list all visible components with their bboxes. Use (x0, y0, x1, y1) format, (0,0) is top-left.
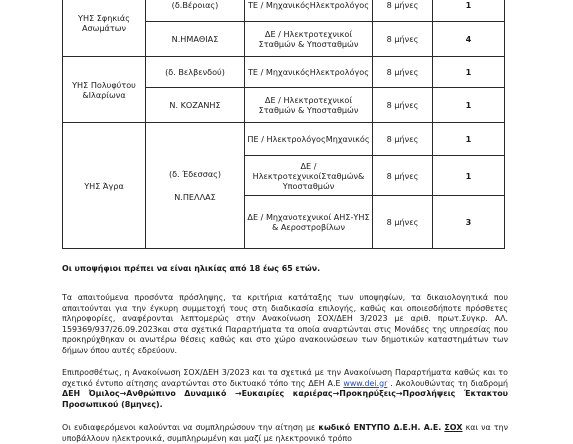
duration-cell: 8 μήνες (373, 123, 433, 156)
count-cell: 3 (433, 196, 505, 249)
count-cell: 4 (433, 22, 505, 57)
specialty-cell: ΔΕ / ΗλεκτροτεχνικοίΣταθμών& Υποσταθμών (245, 156, 373, 196)
specialty-cell: ΤΕ / ΜηχανικόςΗλεκτρολόγος (245, 0, 373, 22)
positions-table (62, 0, 505, 249)
duration-cell: 8 μήνες (373, 0, 433, 22)
qualifications-paragraph: Τα απαιτούμενα προσόντα πρόσληψης, τα κριτήρια κατάταξης των υποψηφίων, τα δικαιολογητικά που απαιτούνται για την έγκυρη συμμετοχή τους στη διαδικασία επιλογής, καθώς και οποιεσδήποτε πρόσθετες πληροφορίες, αναφέρονται λεπτομερώς στην Ανακοίνωση ΣΟΧ/ΔΕΗ 3/2023 με αριθ. πρωτ.Συγκρ. ΑΛ. 159369/937/26.09.2023και στα σχετικά Παραρτήματα τα οποία αναρτώνται στις Μονάδες της υπηρεσίας που προκηρύχθηκαν οι ανωτέρω θέσεις καθώς και στο χώρο ανακοινώσεων των δημοτικών καταστημάτων των δήμων όπου αυτές εδρεύουν. (62, 293, 508, 355)
count-cell: 1 (433, 0, 505, 22)
navigation-path: ΔΕΗ Όμιλος→Ανθρώπινο Δυναμικό →Ευκαιρίες καριέρας→Προκηρύξεις→Προσλήψεις Έκτακτου Προσωπικού (8μηνες). (62, 389, 508, 409)
specialty-cell: ΔΕ / Μηχανοτεχνικοί ΑΗΣ-ΥΗΣ & Αεροστροβίλων (245, 196, 373, 249)
duration-cell: 8 μήνες (373, 156, 433, 196)
form-code: κωδικό ΕΝΤΥΠΟ Δ.Ε.Η. Α.Ε. (318, 423, 442, 432)
area-municipality: (δ.Βέροιας) (146, 0, 245, 22)
specialty-cell: ΠΕ / ΗλεκτρολόγοςΜηχανικός (245, 123, 373, 156)
area-cell (146, 123, 245, 249)
form-code-soh: ΣΟΧ (444, 423, 463, 432)
table-row (63, 123, 505, 156)
specialty-cell: ΔΕ / Ηλεκτροτεχνικοί Σταθμών & Υποσταθμών (245, 88, 373, 123)
duration-cell: 8 μήνες (373, 57, 433, 88)
publication-text-2: . Ακολουθώντας τη διαδρομή (387, 378, 508, 388)
application-paragraph (62, 423, 508, 444)
count-cell: 1 (433, 156, 505, 196)
specialty-cell: ΔΕ / Ηλεκτροτεχνικοί Σταθμών & Υποσταθμών (245, 22, 373, 57)
table-row (63, 0, 505, 22)
duration-cell: 8 μήνες (373, 196, 433, 249)
specialty-cell: ΤΕ / ΜηχανικόςΗλεκτρολόγος (245, 57, 373, 88)
station-name: ΥΗΣ Σφηκιάς Ασωμάτων (63, 0, 146, 57)
station-name: ΥΗΣ Άγρα (63, 123, 146, 249)
area-prefecture: Ν. ΚΟΖΑΝΗΣ (146, 88, 245, 123)
area-prefecture: Ν.ΠΕΛΛΑΣ (174, 192, 216, 202)
area-municipality: (δ. Βελβενδού) (146, 57, 245, 88)
dei-website-link[interactable]: www.dei.gr (343, 378, 388, 388)
area-prefecture: Ν.ΗΜΑΘΙΑΣ (146, 22, 245, 57)
count-cell: 1 (433, 57, 505, 88)
application-text: Οι ενδιαφερόμενοι καλούνται να συμπληρώσουν την αίτηση με (62, 423, 319, 432)
count-cell: 1 (433, 123, 505, 156)
table-row (63, 57, 505, 88)
count-cell: 1 (433, 88, 505, 123)
age-requirement: Οι υποψήφιοι πρέπει να είναι ηλικίας από 18 έως 65 ετών. (62, 264, 321, 273)
publication-text: Επιπροσθέτως, η Ανακοίνωση ΣΟΧ/ΔΕΗ 3/2023 και τα σχετικά με την Ανακοίνωση Παραρτήματα καθώς και το σχετικό έντυπο αίτησης αναρτώνται στο δικτυακό τόπο της ΔΕΗ Α.Ε (62, 368, 508, 388)
station-name: ΥΗΣ Πολυφύτου &Ιλαρίωνα (63, 57, 146, 123)
publication-paragraph (62, 368, 508, 410)
duration-cell: 8 μήνες (373, 22, 433, 57)
duration-cell: 8 μήνες (373, 88, 433, 123)
area-municipality: (δ. Έδεσσας) (168, 169, 222, 179)
application-text-2: και να την υποβάλλουν ηλεκτρονικά, συμπληρωμένη και μαζί με ηλεκτρονικό τρόπο (62, 423, 508, 443)
